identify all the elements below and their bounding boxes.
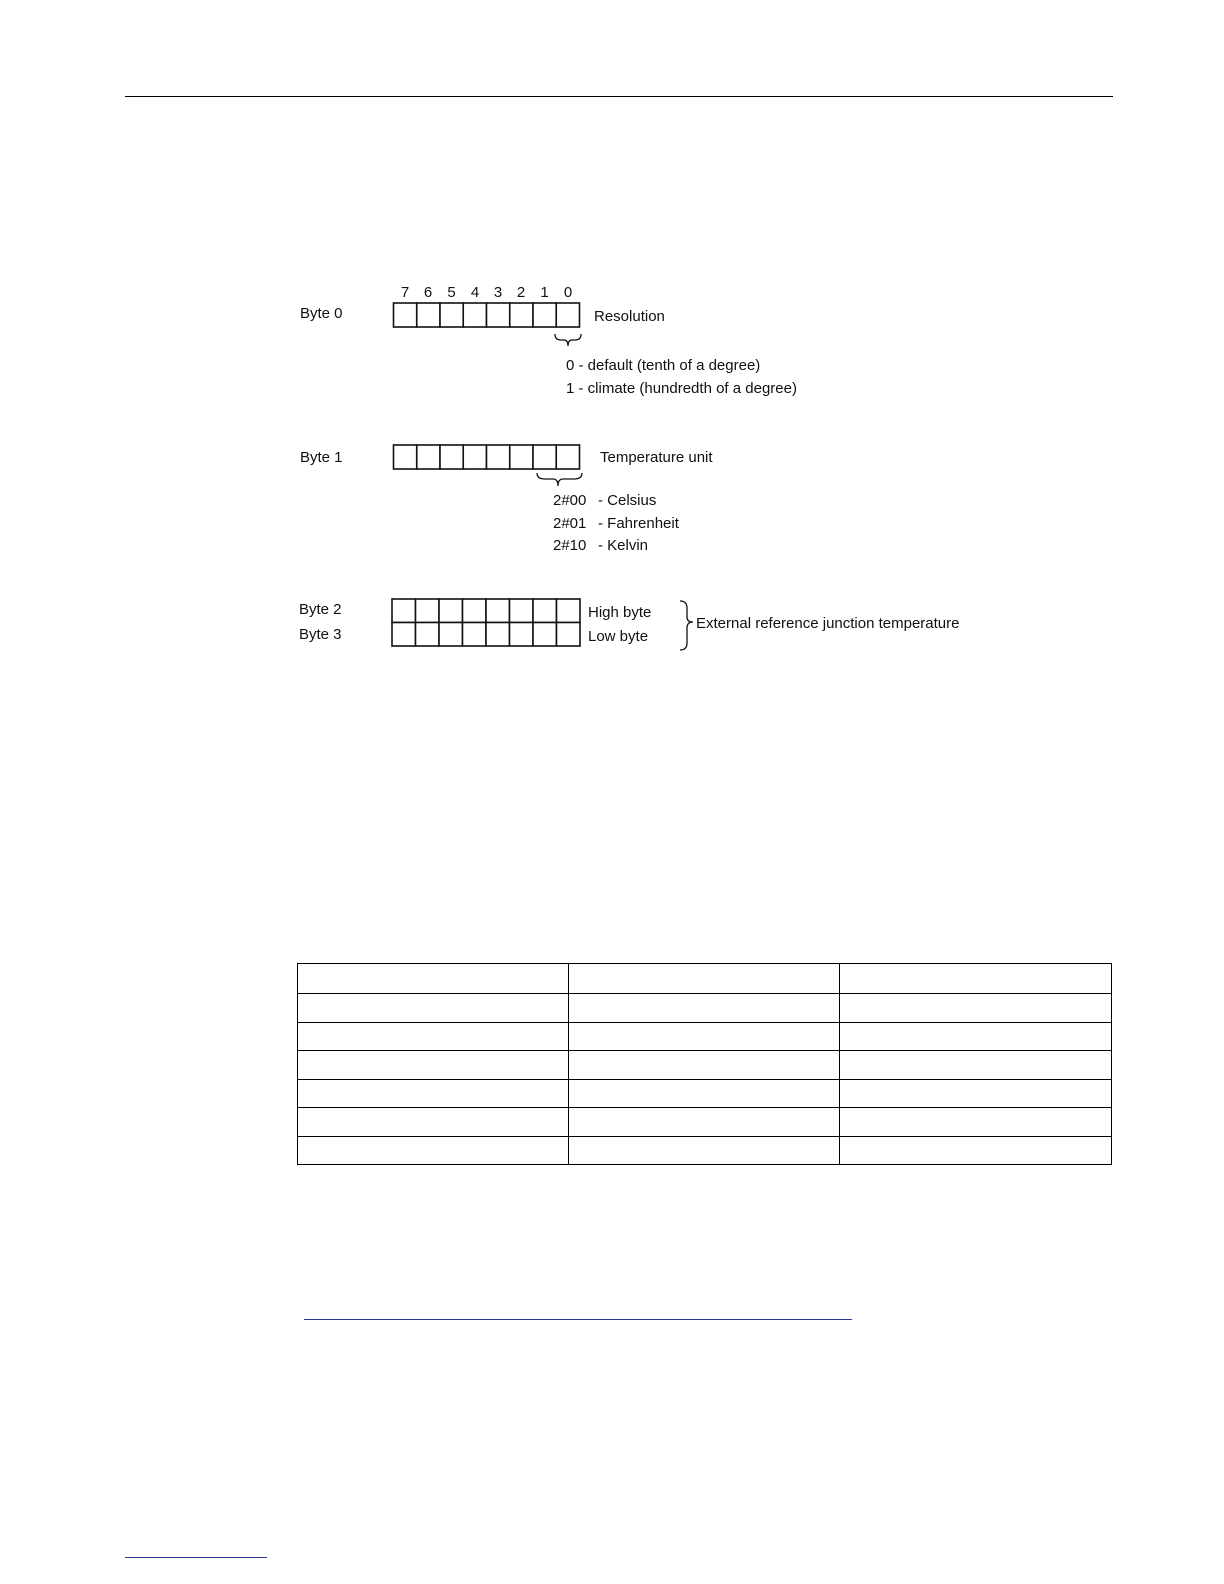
table-cell (569, 994, 840, 1023)
byte2-bit-cells (392, 599, 580, 623)
bit-cell (416, 623, 440, 647)
unit-code: 2#10 (553, 537, 587, 554)
bit-cell (487, 303, 510, 327)
bit-cell (463, 623, 487, 647)
unit-name: - Kelvin (598, 537, 649, 554)
bit-number-row (401, 284, 572, 301)
table-cell (298, 994, 569, 1023)
table-cell (840, 1079, 1112, 1108)
bit-cell (487, 445, 510, 469)
bit-cell (440, 303, 463, 327)
bit-cell (392, 623, 416, 647)
bit-cell (463, 303, 486, 327)
table-row (298, 1022, 1112, 1051)
bit-cell (533, 445, 556, 469)
bit-cell (510, 623, 534, 647)
table-row (298, 1108, 1112, 1137)
bit-number: 7 (400, 284, 410, 301)
byte0-option: 0 - default (tenth of a degree) (566, 357, 761, 374)
table-cell (840, 1136, 1112, 1165)
table-cell (569, 1079, 840, 1108)
group-brace (680, 601, 693, 650)
table-row (298, 964, 1112, 994)
table-cell (840, 964, 1112, 994)
bit-cell (486, 623, 510, 647)
bit-number: 0 (563, 284, 573, 301)
bit-cell (439, 623, 463, 647)
bit-number: 6 (423, 284, 433, 301)
bit-number: 4 (470, 284, 480, 301)
hyperlink-underline[interactable] (304, 1319, 852, 1320)
bit-cell (394, 303, 417, 327)
table-cell (298, 1108, 569, 1137)
bit-cell (417, 303, 440, 327)
parameter-table (297, 963, 1112, 1165)
table-cell (840, 1108, 1112, 1137)
table-cell (569, 964, 840, 994)
byte1-bit-cells (394, 445, 580, 469)
bit-cell (533, 623, 557, 647)
byte3-label: Byte 3 (299, 626, 342, 643)
byte0-label: Byte 0 (300, 305, 343, 322)
byte2-label: Byte 2 (299, 601, 342, 618)
bit-cell (533, 599, 557, 623)
table-cell (298, 1022, 569, 1051)
data-record-diagram (0, 0, 1224, 700)
table-cell (298, 1136, 569, 1165)
table-cell (298, 1079, 569, 1108)
unit-name: - Celsius (598, 492, 657, 509)
bit-cell (394, 445, 417, 469)
bit-number: 3 (493, 284, 503, 301)
table-row (298, 1136, 1112, 1165)
bit-cell (510, 303, 533, 327)
bit-number: 5 (447, 284, 456, 301)
table-cell (569, 1108, 840, 1137)
bit-cell (556, 445, 579, 469)
byte0-option: 1 - climate (hundredth of a degree) (566, 380, 797, 397)
bit-cell (557, 623, 581, 647)
table-row (298, 1051, 1112, 1080)
table-cell (569, 1136, 840, 1165)
table-cell (569, 1051, 840, 1080)
byte1-field-label: Temperature unit (600, 449, 713, 466)
bit-cell (463, 599, 487, 623)
table-row (298, 994, 1112, 1023)
bit-cell (440, 445, 463, 469)
table-cell (298, 964, 569, 994)
bit-cell (510, 445, 533, 469)
bit-cell (557, 599, 581, 623)
bit-cell (510, 599, 534, 623)
table-cell (298, 1051, 569, 1080)
bit-cell (392, 599, 416, 623)
table-cell (569, 1022, 840, 1051)
byte0-field-label: Resolution (594, 308, 665, 325)
byte3-field-label: Low byte (588, 628, 649, 645)
table-row (298, 1079, 1112, 1108)
unit-code: 2#01 (553, 515, 587, 532)
bit-cell (486, 599, 510, 623)
byte1-label: Byte 1 (300, 449, 343, 466)
byte1-brace (537, 473, 582, 486)
byte3-bit-cells (392, 623, 580, 647)
bit-number: 2 (516, 284, 526, 301)
bit-cell (439, 599, 463, 623)
group-label: External reference junction temperature (696, 615, 960, 632)
footnote-rule (125, 1557, 267, 1558)
bit-number: 1 (540, 284, 549, 301)
bit-cell (416, 599, 440, 623)
bit-cell (417, 445, 440, 469)
bit-cell (533, 303, 556, 327)
unit-name: - Fahrenheit (598, 515, 679, 532)
unit-code: 2#00 (553, 492, 587, 509)
byte2-field-label: High byte (588, 604, 652, 621)
byte0-brace (555, 334, 581, 346)
table-cell (840, 1022, 1112, 1051)
bit-cell (463, 445, 486, 469)
table-cell (840, 1051, 1112, 1080)
table-cell (840, 994, 1112, 1023)
byte0-bit-cells (394, 303, 580, 327)
bit-cell (556, 303, 579, 327)
